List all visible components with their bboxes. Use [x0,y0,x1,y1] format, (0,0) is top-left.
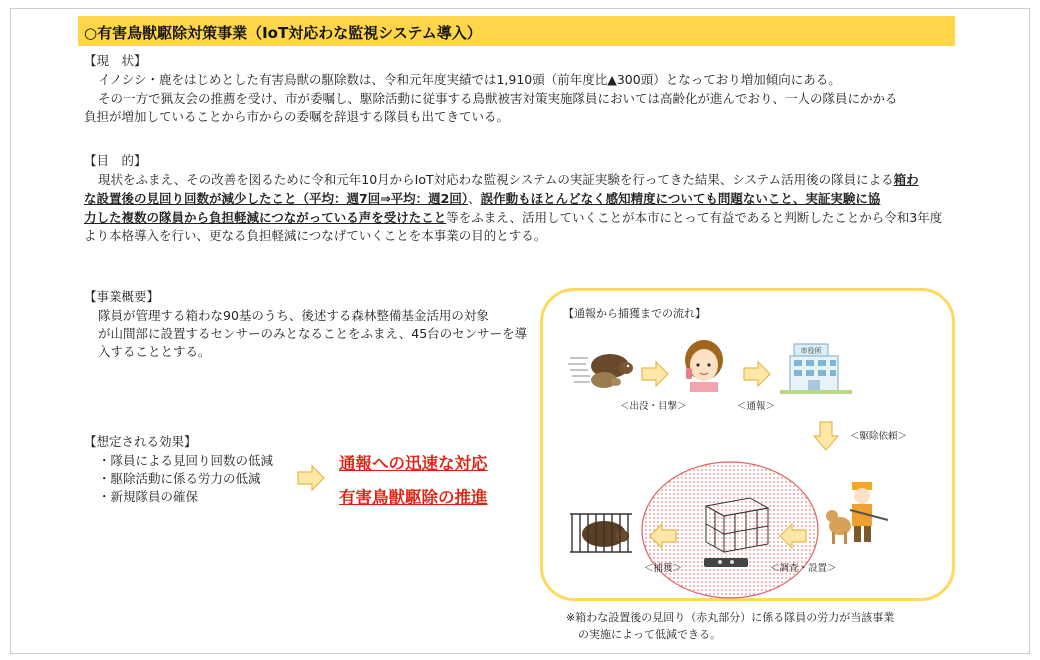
mokuteki-line-4: より本格導入を行い、更なる負担軽減につなげていくことを本事業の目的とする。 [84,228,547,243]
flow-arrow-down [812,420,840,452]
mokuteki-line-3 [84,208,942,227]
flow-arrow-left-1 [778,522,808,550]
captured-boar-icon [568,510,638,554]
mokuteki-line-3-text: 等をふまえ、活用していくことが本市にとって有益であると判断したことから令和3年度 [446,210,943,225]
flow-heading: 【通報から捕獲までの流れ】 [563,307,706,320]
flow-arrow-right-2 [742,360,772,388]
title-bar [78,16,955,46]
page-title: ○有害鳥獣駆除対策事業（IoT対応わな監視システム導入） [84,24,482,42]
capture-label: ＜捕獲＞ [644,563,683,574]
flow-arrow-left-2 [648,522,678,550]
genjou-line-1: イノシシ・鹿をはじめとした有害鳥獣の駆除数は、令和元年度実績では1,910頭（前年度比▲300頭）となっており増加傾向にある。 [98,72,841,87]
mokuteki-line-3-emph: 力した複数の隊員から負担軽減につながっている声を受けたこと [84,210,447,225]
kouka-item-1: ・隊員による見回り回数の低減 [98,453,274,468]
genjou-line-3: 負担が増加していることから市からの委嘱を辞退する隊員も出てきている。 [84,109,510,124]
city-hall-icon [780,340,852,396]
genjou-line-2: その一方で猟友会の推薦を受け、市が委嘱し、駆除活動に従事する鳥獣被害対策実施隊員においては高齢化が進んでおり、一人の隊員にかかる [98,91,898,106]
request-label: ＜駆除依頼＞ [850,431,908,442]
mokuteki-line-2-emph-b: 誤作動もほとんどなく感知精度についても問題ないこと、実証実験に協 [480,191,881,206]
city-hall-sign: 市役所 [800,347,822,355]
survey-label: ＜調査・設置＞ [770,563,837,574]
mokuteki-line-1-emph: 箱わ [893,172,919,187]
sighting-label: ＜出没・目撃＞ [620,401,687,412]
mokuteki-line-2-emph-a: な設置後の見回り回数が減少したこと（平均：週7回⇒平均：週2回） [84,191,469,206]
mokuteki-line-1 [98,170,919,189]
boar-icon [568,344,636,392]
footnote-line-1: ※箱わな設置後の見回り（赤丸部分）に係る隊員の労力が当該事業 [566,611,895,624]
flow-arrow-right-1 [640,360,670,388]
genjou-heading: 【現 状】 [84,53,147,68]
gaiyou-heading: 【事業概要】 [84,289,160,304]
report-label: ＜通報＞ [737,401,776,412]
mokuteki-line-1-text: 現状をふまえ、その改善を図るために令和元年10月からIoT対応わな監視システムの実証実験を行ってきた結果、システム活用後の隊員による [98,172,894,187]
result-pest-control: 有害鳥獣駆除の推進 [339,488,488,507]
gaiyou-line-1: 隊員が管理する箱わな90基のうち、後述する森林整備基金活用の対象 [98,308,489,323]
mokuteki-line-2-comma: 、 [468,191,481,206]
mokuteki-heading: 【目 的】 [84,153,147,168]
footnote-line-2: の実施によって低減できる。 [578,628,721,641]
mokuteki-line-2 [84,189,880,208]
result-rapid-response: 通報への迅速な対応 [339,454,488,473]
hunter-icon [826,478,892,548]
caller-person-icon [680,338,730,394]
box-trap-sensor-icon [694,486,774,572]
kouka-item-2: ・駆除活動に係る労力の低減 [98,471,261,486]
kouka-item-3: ・新規隊員の確保 [98,489,199,504]
gaiyou-line-2: が山間部に設置するセンサーのみとなることをふまえ、45台のセンサーを導 [98,326,528,341]
gaiyou-line-3: 入することとする。 [98,344,211,359]
kouka-heading: 【想定される効果】 [84,434,197,449]
effect-arrow-icon [296,464,326,492]
